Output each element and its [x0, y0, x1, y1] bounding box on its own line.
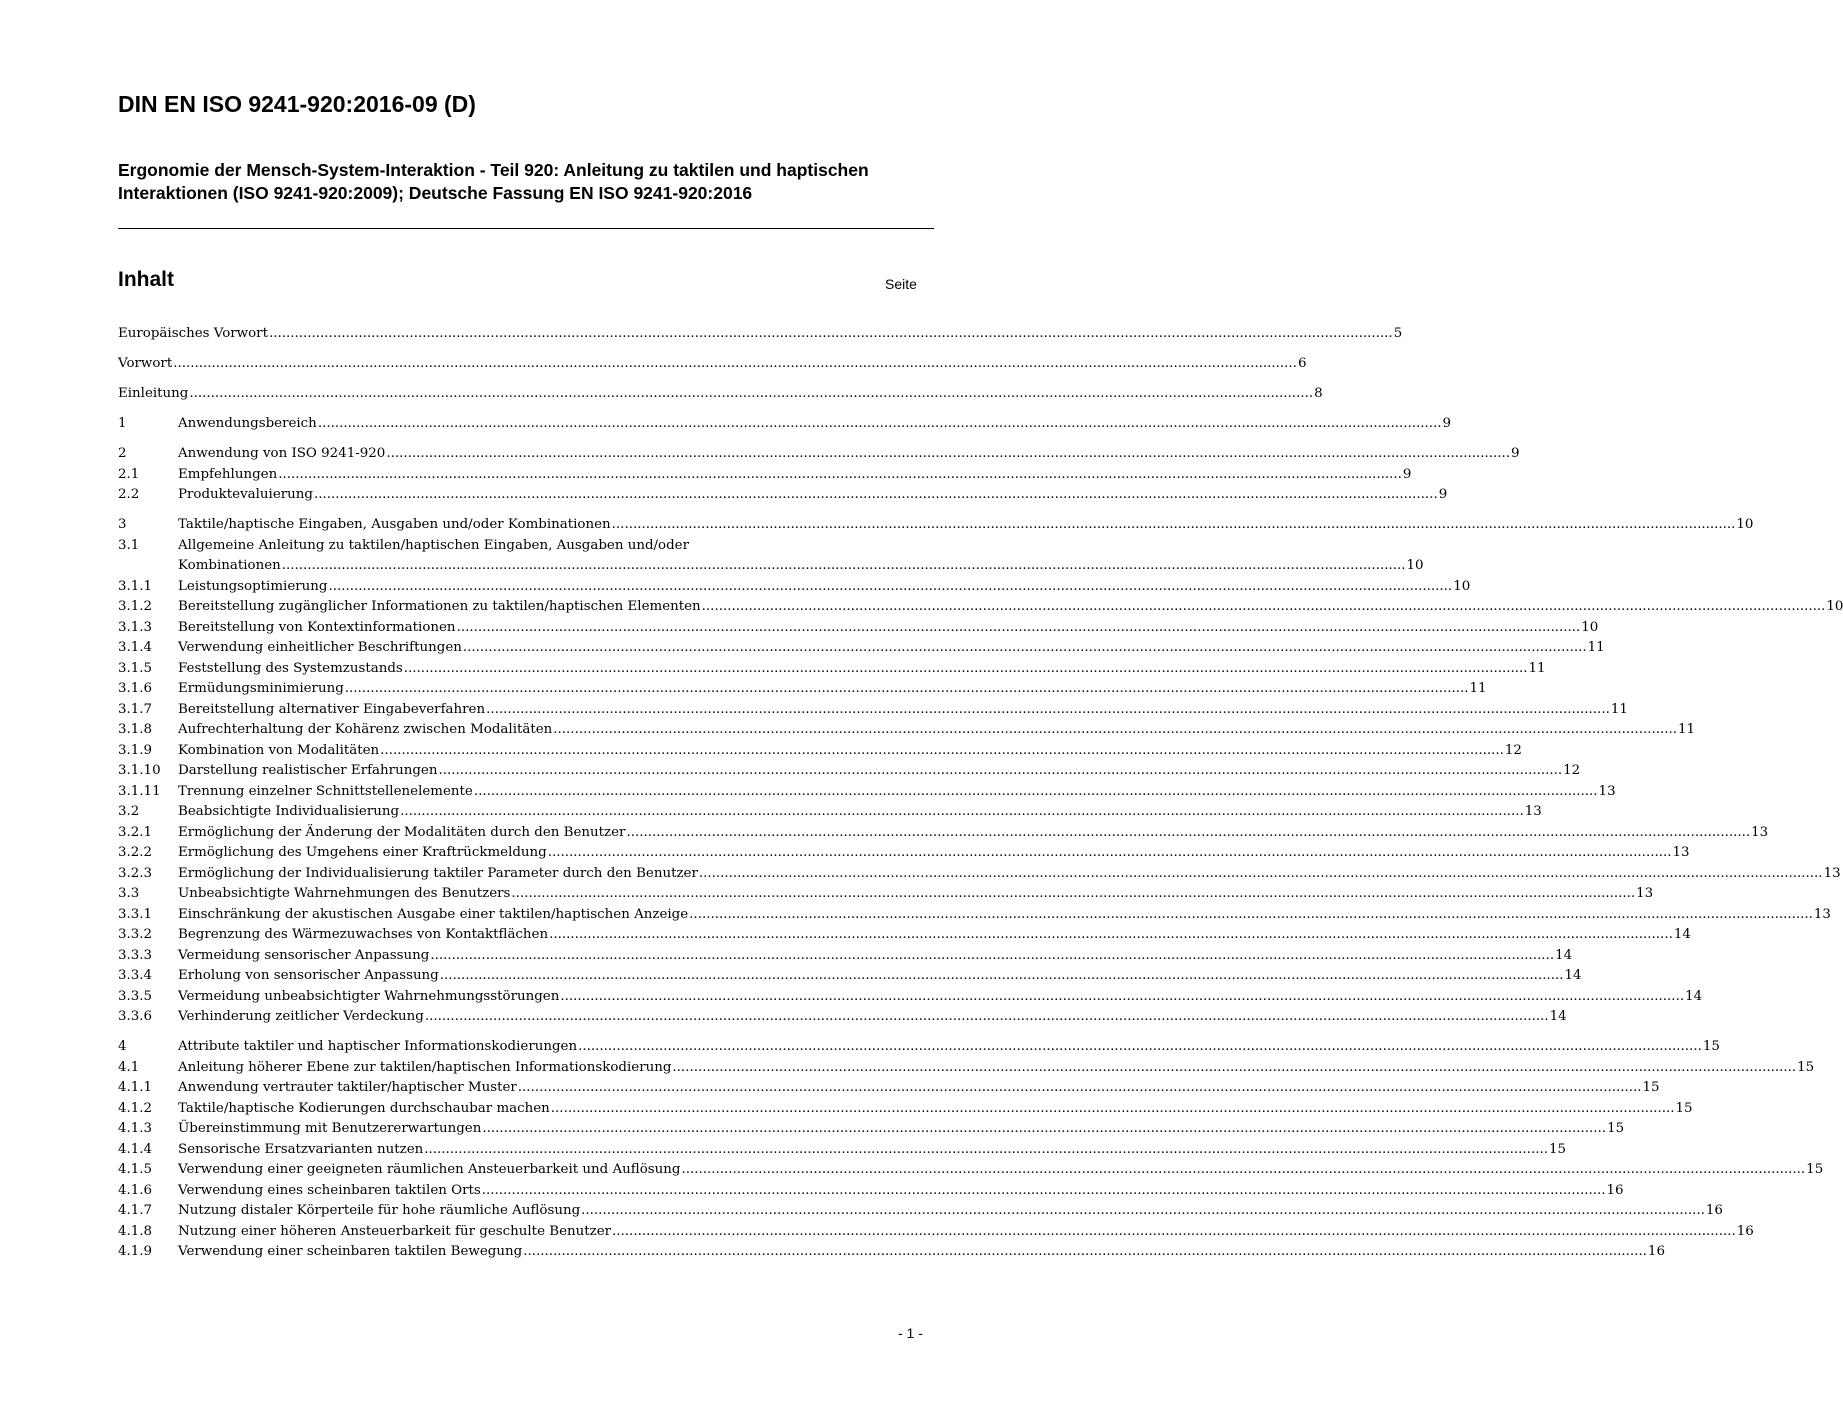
- toc-entry-title: Anwendungsbereich: [178, 416, 317, 431]
- toc-entry-title: Kombination von Modalitäten: [178, 742, 380, 758]
- toc-entry-number: 3.3.5: [118, 988, 153, 1004]
- toc-entry-number: 4.1.3: [118, 1121, 153, 1136]
- toc-entry-number: 3.1: [118, 537, 140, 553]
- toc-entry-title: Taktile/haptische Kodierungen durchschaubar machen: [178, 1100, 550, 1116]
- dot-leader: [474, 782, 1598, 803]
- toc-entry-page: 14: [1549, 1009, 1567, 1024]
- toc-entry-page: 14: [1564, 968, 1582, 983]
- toc-entry-page: 12: [1563, 763, 1581, 778]
- toc-entry-page: 15: [1702, 1039, 1720, 1054]
- toc-entry-number: 3.2.3: [118, 865, 153, 881]
- toc-entry-number: 4.1.1: [118, 1080, 153, 1095]
- toc-entry-title: Verhinderung zeitlicher Verdeckung: [178, 1009, 424, 1024]
- toc-entry[interactable]: [118, 1181, 1624, 1202]
- dot-leader: [612, 515, 1736, 536]
- toc-entry-page: 16: [1705, 1203, 1723, 1218]
- toc-entry-title: Allgemeine Anleitung zu taktilen/haptischen Eingaben, Ausgaben und/oder: [178, 537, 690, 553]
- toc-entry[interactable]: [118, 1037, 1720, 1058]
- toc-entry-page: 15: [1642, 1080, 1660, 1095]
- toc-entry[interactable]: [118, 761, 1581, 782]
- toc-entry[interactable]: [118, 1099, 1693, 1120]
- table-of-contents: [118, 324, 1843, 1263]
- toc-entry-page: 13: [1598, 783, 1616, 799]
- toc-entry-page: 11: [1587, 640, 1605, 655]
- dot-leader: [424, 1140, 1548, 1161]
- toc-entry[interactable]: [118, 659, 1546, 680]
- toc-entry-number: 3.1.8: [118, 722, 153, 737]
- toc-entry-title: Aufrechterhaltung der Kohärenz zwischen Modalitäten: [178, 722, 553, 737]
- toc-entry-page: 5: [1393, 326, 1403, 341]
- dot-leader: [612, 1222, 1736, 1243]
- toc-entry-number: 2.2: [118, 487, 140, 502]
- toc-entry[interactable]: [118, 1222, 1754, 1243]
- toc-entry[interactable]: [118, 1007, 1567, 1028]
- dot-leader: [189, 384, 1313, 405]
- toc-entry-title: Anwendung von ISO 9241-920: [178, 446, 386, 461]
- toc-entry-page: 15: [1797, 1059, 1815, 1075]
- toc-entry[interactable]: [118, 987, 1703, 1008]
- toc-entry-title: Ermöglichung des Umgehens einer Kraftrückmeldung: [178, 845, 547, 860]
- toc-entry-number: 3.2.1: [118, 824, 153, 840]
- dot-leader: [681, 1160, 1805, 1181]
- dot-leader: [380, 741, 1504, 762]
- toc-entry-title: Ermöglichung der Änderung der Modalitäten durch den Benutzer: [178, 824, 626, 840]
- dot-leader: [518, 1078, 1642, 1099]
- dot-leader: [318, 414, 1442, 435]
- dot-leader: [549, 925, 1673, 946]
- toc-entry-number: 3.1.11: [118, 783, 161, 799]
- page-number: - 1 -: [898, 1325, 923, 1341]
- dot-leader: [457, 618, 1581, 639]
- toc-entry-title: Verwendung einheitlicher Beschriftungen: [178, 640, 462, 655]
- dot-leader: [173, 354, 1297, 375]
- toc-entry-page: 16: [1647, 1244, 1665, 1259]
- toc-entry-page: 14: [1555, 947, 1573, 963]
- toc-entry-title: Sensorische Ersatzvarianten nutzen: [178, 1141, 424, 1157]
- toc-entry-page: 9: [1511, 446, 1520, 461]
- dot-leader: [548, 843, 1672, 864]
- toc-entry-number: 3: [118, 517, 127, 532]
- toc-entry[interactable]: [118, 884, 1654, 905]
- toc-entry[interactable]: [118, 1058, 1815, 1079]
- toc-entry-title: Nutzung distaler Körperteile für hohe räumliche Auflösung: [178, 1203, 581, 1218]
- toc-entry-number: 3.1.2: [118, 599, 153, 614]
- toc-entry-page: 11: [1678, 722, 1696, 737]
- toc-entry-number: 2.1: [118, 466, 140, 482]
- toc-entry-number: 3.3.3: [118, 947, 153, 963]
- toc-entry-number: 4.1.6: [118, 1182, 153, 1198]
- toc-entry[interactable]: [118, 802, 1542, 823]
- toc-entry[interactable]: [118, 515, 1754, 536]
- toc-entry-number: 3.3: [118, 886, 140, 901]
- toc-entry-page: 10: [1581, 619, 1599, 635]
- toc-entry-title: Verwendung einer geeigneten räumlichen Ansteuerbarkeit und Auflösung: [178, 1162, 681, 1177]
- toc-entry[interactable]: [118, 384, 1323, 405]
- toc-entry-page: 13: [1823, 865, 1841, 881]
- toc-entry-page: 13: [1751, 824, 1769, 840]
- toc-entry-title: Ermüdungsminimierung: [178, 681, 344, 696]
- toc-entry[interactable]: [118, 741, 1522, 762]
- document-subtitle: Ergonomie der Mensch-System-Interaktion - Teil 920: Anleitung zu taktilen und haptischen Interaktionen (ISO 9241-920:2009); Deutsche Fassung EN ISO 9241-920:2016: [118, 160, 869, 203]
- toc-entry[interactable]: [118, 946, 1573, 967]
- toc-entry-page: 14: [1685, 988, 1703, 1004]
- toc-entry-title: Anleitung höherer Ebene zur taktilen/haptischen Informationskodierung: [178, 1059, 672, 1075]
- toc-entry-number: 3.1.3: [118, 619, 153, 635]
- toc-entry-number: 3.1.7: [118, 701, 153, 717]
- toc-entry-page: 15: [1675, 1100, 1693, 1116]
- toc-entry-number: 4.1.5: [118, 1162, 153, 1177]
- toc-entry-page: 6: [1297, 356, 1307, 371]
- toc-entry-page: 16: [1606, 1182, 1624, 1198]
- toc-entry[interactable]: [118, 444, 1520, 465]
- toc-entry-number: 4: [118, 1039, 127, 1054]
- toc-entry-number: 4.1.4: [118, 1141, 153, 1157]
- dot-leader: [523, 1242, 1647, 1263]
- toc-entry-number: 3.1.6: [118, 681, 153, 696]
- toc-entry[interactable]: [118, 536, 931, 557]
- toc-entry[interactable]: [118, 465, 1412, 486]
- dot-leader: [553, 720, 1677, 741]
- toc-entry-number: 3.1.5: [118, 660, 153, 676]
- dot-leader: [463, 638, 1587, 659]
- toc-entry-title: Begrenzung des Wärmezuwachses von Kontaktflächen: [178, 927, 549, 942]
- toc-entry-page: 11: [1469, 681, 1487, 696]
- dot-leader: [702, 597, 1826, 618]
- toc-entry[interactable]: [118, 324, 1403, 345]
- toc-entry-number: 4.1.2: [118, 1100, 153, 1116]
- dot-leader: [425, 1007, 1549, 1028]
- dot-leader: [400, 802, 1524, 823]
- toc-entry-title: Einschränkung der akustischen Ausgabe einer taktilen/haptischen Anzeige: [178, 906, 689, 922]
- toc-entry[interactable]: [118, 966, 1582, 987]
- dot-leader: [626, 823, 1750, 844]
- dot-leader: [314, 485, 1438, 506]
- toc-entry-page: 10: [1736, 517, 1754, 532]
- toc-entry-page: 12: [1504, 742, 1522, 758]
- toc-entry[interactable]: [118, 1201, 1723, 1222]
- toc-entry-page: 9: [1438, 487, 1448, 502]
- toc-entry-number: 3.3.1: [118, 906, 153, 922]
- toc-entry-page: 11: [1528, 660, 1546, 676]
- dot-leader: [328, 577, 1452, 598]
- toc-entry[interactable]: [118, 782, 1616, 803]
- page-column-label: Seite: [885, 276, 917, 292]
- dot-leader: [581, 1201, 1705, 1222]
- toc-entry[interactable]: [118, 1119, 1625, 1140]
- toc-entry-title: Bereitstellung alternativer Eingabeverfahren: [178, 701, 486, 717]
- toc-entry-title: Leistungsoptimierung: [178, 578, 328, 594]
- toc-entry-page: 13: [1672, 845, 1690, 860]
- dot-leader: [345, 679, 1469, 700]
- toc-entry-number: 3.2: [118, 804, 140, 819]
- dot-leader: [511, 884, 1635, 905]
- toc-entry-page: 16: [1736, 1223, 1754, 1239]
- toc-entry-number: 3.1.1: [118, 578, 153, 594]
- toc-entry-page: 15: [1548, 1141, 1567, 1157]
- toc-entry-title: Ermöglichung der Individualisierung taktiler Parameter durch den Benutzer: [178, 865, 698, 881]
- toc-entry-title: Empfehlungen: [178, 466, 278, 482]
- toc-entry[interactable]: [118, 700, 1628, 721]
- dot-leader: [482, 1119, 1606, 1140]
- toc-entry-number: 3.3.6: [118, 1009, 153, 1024]
- toc-entry[interactable]: [118, 905, 1831, 926]
- toc-entry[interactable]: [118, 577, 1471, 598]
- toc-entry-continuation[interactable]: [118, 556, 1424, 577]
- toc-entry-number: 3.1.10: [118, 763, 161, 778]
- toc-entry[interactable]: [118, 1078, 1660, 1099]
- dot-leader: [438, 761, 1562, 782]
- toc-entry-title: Bereitstellung von Kontextinformationen: [178, 619, 456, 635]
- toc-entry-title: Trennung einzelner Schnittstellenelemente: [178, 783, 473, 799]
- dot-leader: [404, 659, 1528, 680]
- dot-leader: [578, 1037, 1702, 1058]
- toc-entry[interactable]: [118, 823, 1769, 844]
- toc-entry[interactable]: [118, 618, 1599, 639]
- toc-entry-number: 3.3.4: [118, 968, 153, 983]
- toc-entry-page: 10: [1453, 578, 1471, 594]
- toc-entry[interactable]: [118, 414, 1452, 435]
- dot-leader: [560, 987, 1684, 1008]
- toc-entry-number: 4.1.9: [118, 1244, 153, 1259]
- toc-entry-number: 3.3.2: [118, 927, 153, 942]
- toc-entry-title: Einleitung: [118, 386, 189, 401]
- toc-entry-title: Beabsichtigte Individualisierung: [178, 804, 400, 819]
- dot-leader: [672, 1058, 1796, 1079]
- dot-leader: [269, 324, 1393, 345]
- toc-entry-page: 13: [1813, 906, 1831, 922]
- toc-entry-title: Vermeidung unbeabsichtigter Wahrnehmungsstörungen: [178, 988, 560, 1004]
- dot-leader: [689, 905, 1813, 926]
- toc-entry[interactable]: [118, 638, 1605, 659]
- toc-entry-number: 4.1.7: [118, 1203, 153, 1218]
- dot-leader: [482, 1181, 1606, 1202]
- toc-heading: Inhalt: [118, 268, 174, 291]
- toc-entry-title: Europäisches Vorwort: [118, 326, 268, 341]
- toc-entry-page: 13: [1524, 804, 1542, 819]
- toc-entry[interactable]: [118, 354, 1307, 375]
- dot-leader: [699, 864, 1823, 885]
- toc-entry-title: Übereinstimmung mit Benutzererwartungen: [178, 1121, 482, 1136]
- toc-entry-title: Feststellung des Systemzustands: [178, 660, 403, 676]
- dot-leader: [486, 700, 1610, 721]
- toc-entry-number: 1: [118, 416, 127, 431]
- toc-entry-number: 3.1.9: [118, 742, 153, 758]
- toc-entry[interactable]: [118, 1160, 1824, 1181]
- toc-entry-page: 14: [1673, 927, 1691, 942]
- toc-entry-number: 4.1: [118, 1059, 140, 1075]
- toc-entry-page: 10: [1406, 558, 1424, 573]
- toc-entry-title: Darstellung realistischer Erfahrungen: [178, 763, 438, 778]
- toc-entry-number: 4.1.8: [118, 1223, 153, 1239]
- dot-leader: [282, 556, 1406, 577]
- toc-entry-title: Verwendung einer scheinbaren taktilen Bewegung: [178, 1244, 523, 1259]
- toc-entry-title: Attribute taktiler und haptischer Informationskodierungen: [178, 1039, 578, 1054]
- toc-entry[interactable]: [118, 679, 1487, 700]
- toc-entry-page: 9: [1402, 466, 1412, 482]
- dot-leader: [386, 444, 1510, 465]
- dot-leader: [430, 946, 1554, 967]
- toc-entry-title: Vermeidung sensorischer Anpassung: [178, 947, 430, 963]
- toc-entry[interactable]: [118, 1140, 1567, 1161]
- toc-entry[interactable]: [118, 925, 1691, 946]
- toc-entry[interactable]: [118, 1242, 1665, 1263]
- dot-leader: [551, 1099, 1675, 1120]
- toc-entry-page: 15: [1806, 1162, 1824, 1177]
- toc-entry-page: 13: [1636, 886, 1654, 901]
- toc-entry-page: 15: [1607, 1121, 1625, 1136]
- toc-entry-page: 9: [1442, 416, 1452, 431]
- toc-entry-number: 3.2.2: [118, 845, 153, 860]
- title-divider: [118, 228, 934, 229]
- toc-entry-number: 2: [118, 446, 127, 461]
- toc-entry-page: 8: [1314, 386, 1323, 401]
- toc-entry-title: Unbeabsichtigte Wahrnehmungen des Benutzers: [178, 886, 511, 901]
- toc-entry-title: Erholung von sensorischer Anpassung: [178, 968, 439, 983]
- toc-entry[interactable]: [118, 843, 1690, 864]
- toc-entry[interactable]: [118, 485, 1448, 506]
- toc-entry-title: Bereitstellung zugänglicher Informationen zu taktilen/haptischen Elementen: [178, 599, 701, 614]
- toc-entry-title: Nutzung einer höheren Ansteuerbarkeit für geschulte Benutzer: [178, 1223, 612, 1239]
- toc-entry[interactable]: [118, 864, 1841, 885]
- toc-entry-title: Produktevaluierung: [178, 487, 313, 502]
- dot-leader: [440, 966, 1564, 987]
- toc-entry-number: 3.1.4: [118, 640, 153, 655]
- dot-leader: [278, 465, 1402, 486]
- toc-entry-title: Verwendung eines scheinbaren taktilen Orts: [178, 1182, 481, 1198]
- toc-entry-title: Vorwort: [118, 356, 173, 371]
- toc-entry[interactable]: [118, 720, 1696, 741]
- document-title: DIN EN ISO 9241-920:2016-09 (D): [118, 91, 476, 117]
- toc-entry-title-continued: Kombinationen: [178, 558, 281, 573]
- toc-entry[interactable]: [118, 597, 1843, 618]
- toc-entry-page: 11: [1610, 701, 1628, 717]
- toc-entry-page: 10: [1826, 599, 1843, 614]
- toc-entry-title: Anwendung vertrauter taktiler/haptischer Muster: [178, 1080, 517, 1095]
- toc-entry-title: Taktile/haptische Eingaben, Ausgaben und/oder Kombinationen: [178, 517, 611, 532]
